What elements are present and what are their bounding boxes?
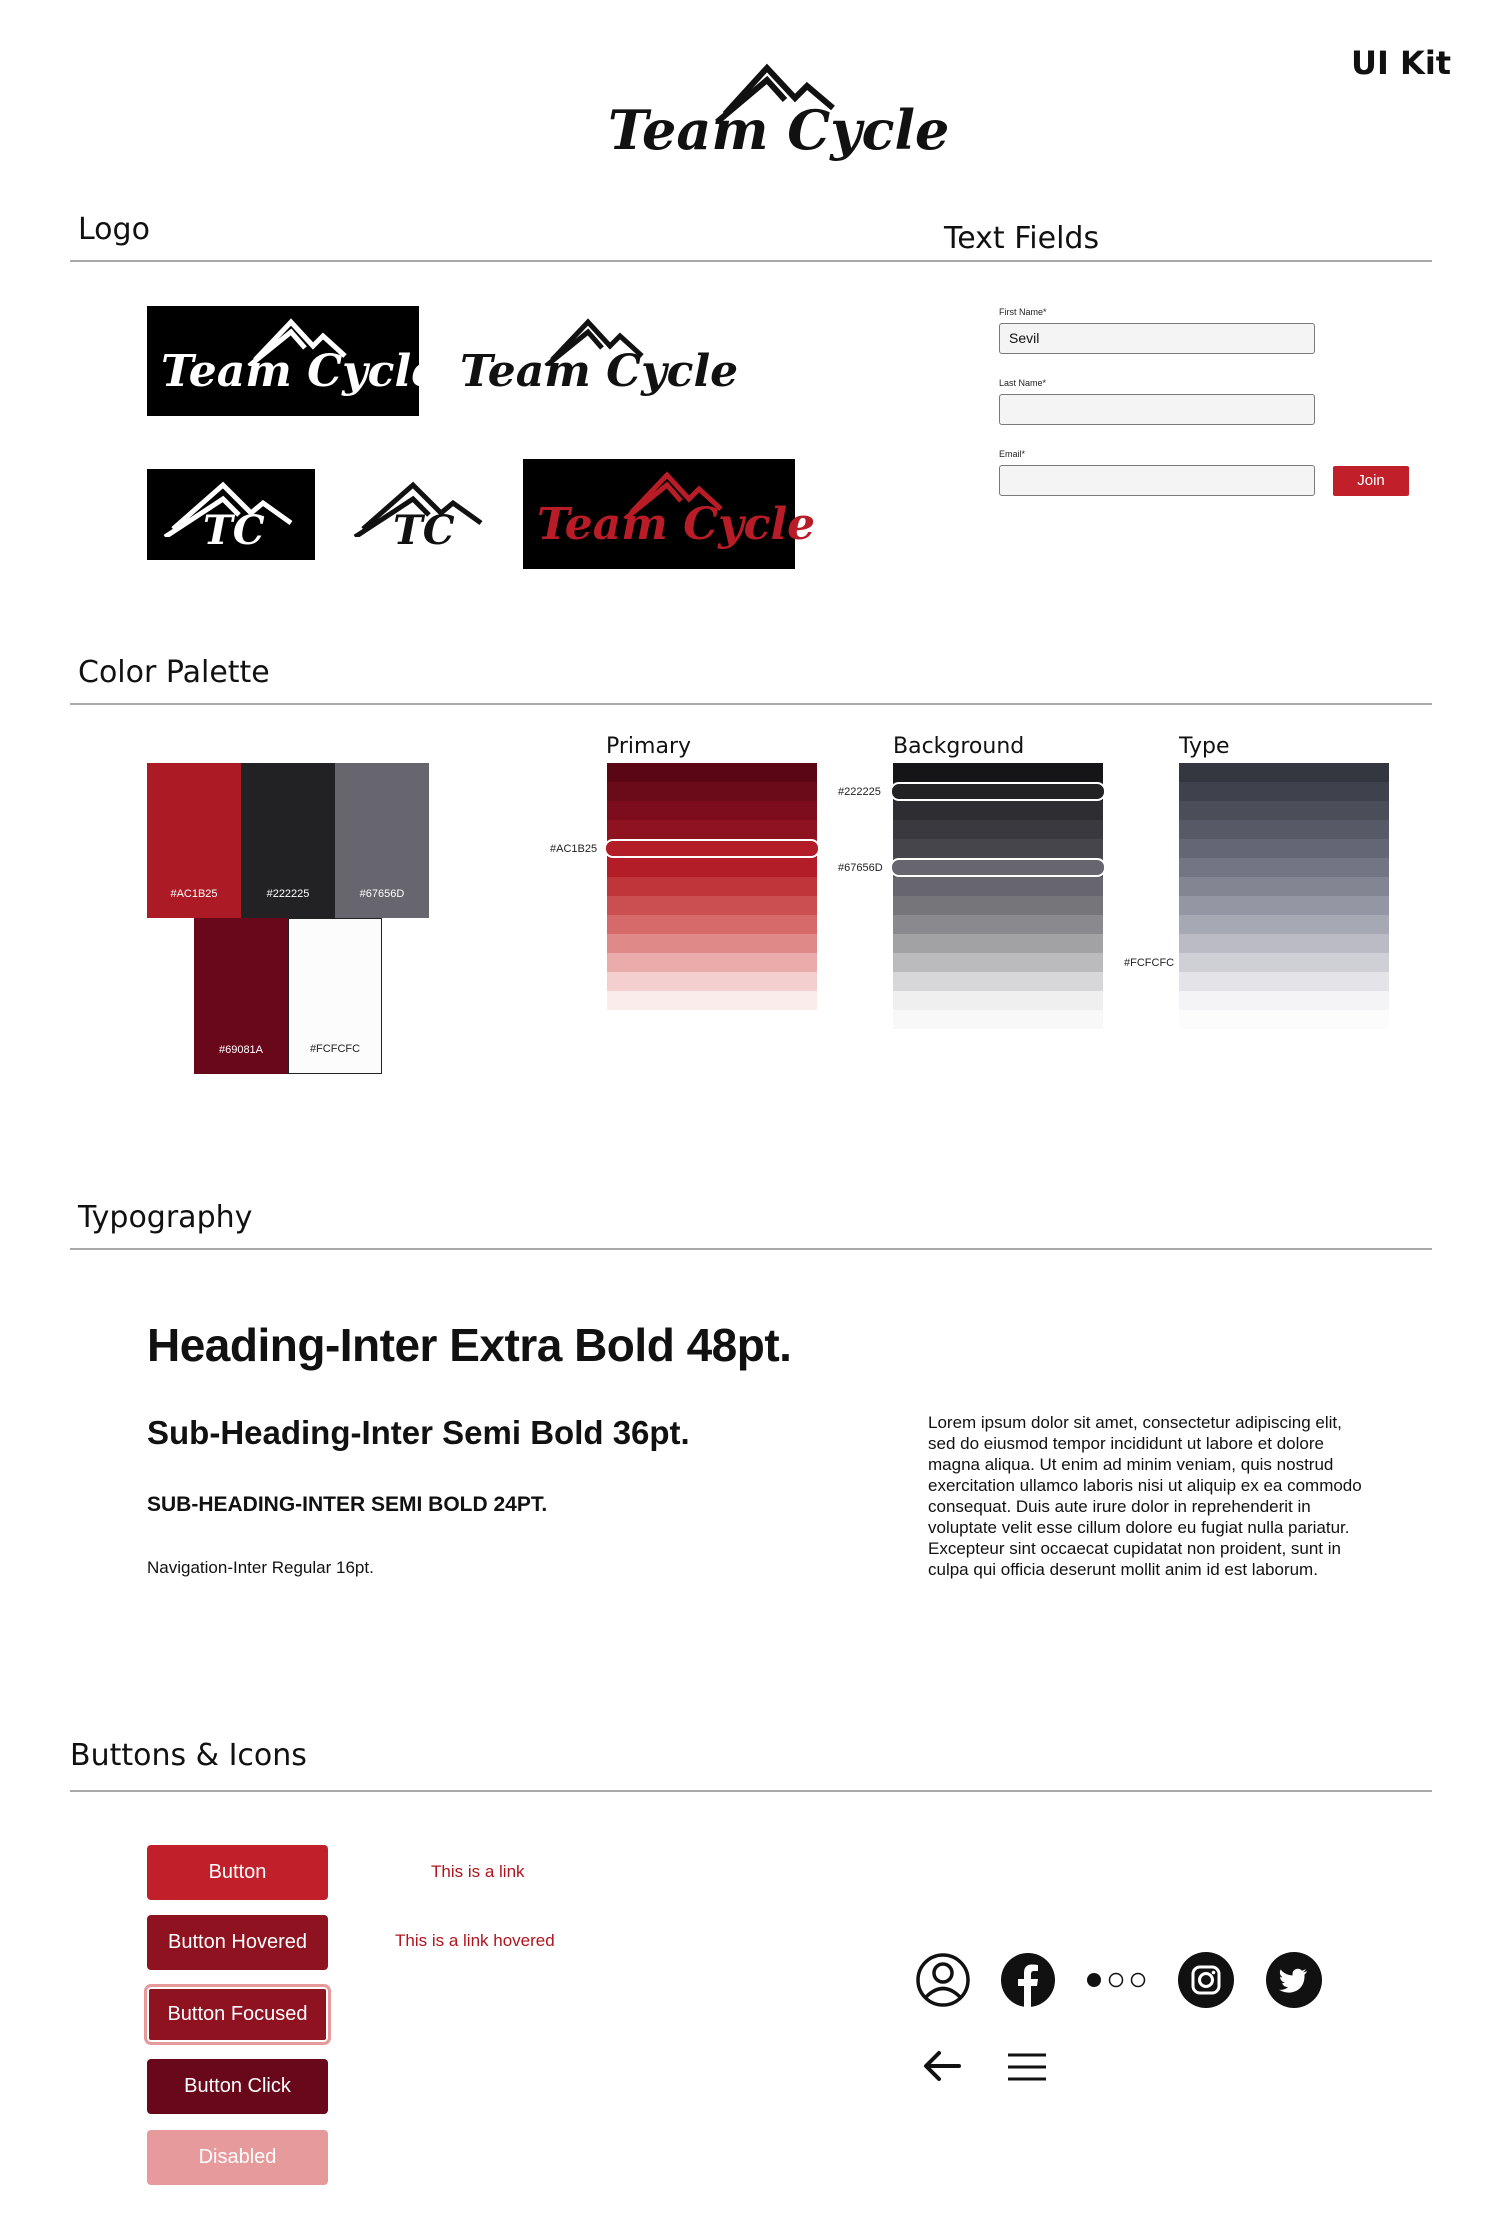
paragraph-line: culpa qui officia deserunt mollit anim id est laborum. bbox=[928, 1560, 1318, 1579]
logo-monogram-light bbox=[349, 469, 489, 560]
button-focused[interactable]: Button Focused bbox=[147, 1987, 328, 2042]
logo-monogram-text: TC bbox=[203, 507, 265, 554]
subheading-24-sample: SUB-HEADING-INTER SEMI BOLD 24PT. bbox=[147, 1493, 548, 1516]
menu-icon[interactable] bbox=[1007, 2052, 1047, 2082]
primary-scale-step bbox=[607, 896, 817, 915]
navigation-sample: Navigation-Inter Regular 16pt. bbox=[147, 1558, 374, 1577]
swatch-primary bbox=[147, 763, 241, 918]
primary-marker-pill bbox=[604, 839, 820, 858]
type-scale-step bbox=[1179, 782, 1389, 801]
type-scale-step bbox=[1179, 915, 1389, 934]
primary-scale-step bbox=[607, 877, 817, 896]
primary-scale-step bbox=[607, 801, 817, 820]
background-scale-step bbox=[893, 934, 1103, 953]
button-default[interactable]: Button bbox=[147, 1845, 328, 1900]
paragraph-line: magna aliqua. Ut enim ad minim veniam, quis nostrud bbox=[928, 1455, 1334, 1474]
divider bbox=[70, 703, 1432, 705]
primary-scale-step bbox=[607, 858, 817, 877]
background-marker-pill bbox=[890, 858, 1106, 877]
color-palette-section-title: Color Palette bbox=[78, 655, 270, 690]
swatch-gray bbox=[335, 763, 429, 918]
primary-marker-label: #AC1B25 bbox=[550, 843, 598, 855]
paragraph-line: voluptate velit esse cillum dolore eu fugiat nulla pariatur. bbox=[928, 1518, 1350, 1537]
type-scale-step bbox=[1179, 991, 1389, 1010]
logo-wordmark-text: Team Cycle bbox=[537, 499, 816, 550]
background-scale-step bbox=[893, 953, 1103, 972]
buttons-icons-section-title: Buttons & Icons bbox=[70, 1738, 307, 1773]
background-scale-step bbox=[893, 896, 1103, 915]
background-marker-pill bbox=[890, 782, 1106, 801]
primary-scale-step bbox=[607, 991, 817, 1010]
instagram-icon[interactable] bbox=[1178, 1952, 1234, 2008]
first-name-label: First Name* bbox=[999, 307, 1047, 317]
carousel-dots-icon[interactable] bbox=[1085, 1970, 1147, 1990]
brand-wordmark: Team Cycle bbox=[608, 98, 950, 162]
logo-monogram-dark bbox=[147, 469, 315, 560]
background-scale-step bbox=[893, 763, 1103, 782]
primary-scale-step bbox=[607, 763, 817, 782]
background-scale-step bbox=[893, 1010, 1103, 1029]
logo-monogram-text: TC bbox=[393, 507, 455, 554]
first-name-field[interactable]: Sevil bbox=[999, 323, 1315, 354]
ui-kit-label: UI Kit bbox=[1351, 44, 1452, 82]
type-scale-step bbox=[1179, 763, 1389, 782]
type-scale-step bbox=[1179, 858, 1389, 877]
link-default[interactable]: This is a link bbox=[431, 1862, 525, 1881]
button-disabled: Disabled bbox=[147, 2130, 328, 2185]
background-marker-label: #222225 bbox=[838, 786, 881, 798]
swatch-hex-label: #67656D bbox=[359, 888, 405, 900]
logo-wordmark-red bbox=[523, 459, 816, 569]
background-scale-step bbox=[893, 839, 1103, 858]
paragraph-line: consequat. Duis aute irure dolor in reprehenderit in bbox=[928, 1497, 1311, 1516]
type-scale-step bbox=[1179, 934, 1389, 953]
back-arrow-icon[interactable] bbox=[921, 2048, 961, 2084]
logo-wordmark-text: Team Cycle bbox=[460, 346, 739, 397]
join-button[interactable]: Join bbox=[1333, 466, 1409, 496]
type-scale-step bbox=[1179, 972, 1389, 991]
paragraph-line: Lorem ipsum dolor sit amet, consectetur adipiscing elit, bbox=[928, 1413, 1342, 1432]
button-click[interactable]: Button Click bbox=[147, 2059, 328, 2114]
divider bbox=[70, 1790, 1432, 1792]
background-scale-step bbox=[893, 820, 1103, 839]
logo-wordmark-text: Team Cycle bbox=[161, 346, 440, 397]
paragraph-line: Excepteur sint occaecat cupidatat non proident, sunt in bbox=[928, 1539, 1341, 1558]
divider bbox=[70, 260, 1432, 262]
swatch-hex-label: #FCFCFC bbox=[309, 1043, 361, 1055]
type-scale-step bbox=[1179, 877, 1389, 896]
swatch-hex-label: #222225 bbox=[266, 888, 310, 900]
facebook-icon[interactable] bbox=[1001, 1953, 1055, 2007]
background-scale-step bbox=[893, 877, 1103, 896]
type-marker-label: #FCFCFC bbox=[1124, 957, 1175, 969]
swatch-hex-label: #AC1B25 bbox=[170, 888, 218, 900]
type-scale-step bbox=[1179, 1010, 1389, 1029]
background-scale-step bbox=[893, 801, 1103, 820]
primary-scale-title: Primary bbox=[606, 734, 692, 759]
background-marker-label: #67656D bbox=[838, 862, 883, 874]
primary-scale-step bbox=[607, 782, 817, 801]
text-fields-section-title: Text Fields bbox=[944, 221, 1100, 256]
background-scale-step bbox=[893, 991, 1103, 1010]
paragraph-line: sed do eiusmod tempor incididunt ut labore et dolore bbox=[928, 1434, 1324, 1453]
swatch-dark bbox=[241, 763, 335, 918]
type-color-scale bbox=[1179, 763, 1389, 1029]
primary-scale-step bbox=[607, 915, 817, 934]
primary-color-scale bbox=[607, 763, 817, 1010]
swatch-hex-label: #69081A bbox=[218, 1044, 264, 1056]
background-scale-title: Background bbox=[893, 734, 1025, 759]
typography-section-title: Typography bbox=[78, 1200, 253, 1235]
button-hovered[interactable]: Button Hovered bbox=[147, 1915, 328, 1970]
background-scale-step bbox=[893, 915, 1103, 934]
paragraph-line: exercitation ullamco laboris nisi ut aliquip ex ea commodo bbox=[928, 1476, 1362, 1495]
lorem-paragraph bbox=[928, 1412, 1362, 1580]
type-scale-title: Type bbox=[1179, 734, 1230, 759]
type-scale-step bbox=[1179, 953, 1389, 972]
type-scale-step bbox=[1179, 839, 1389, 858]
divider bbox=[70, 1248, 1432, 1250]
primary-scale-step bbox=[607, 820, 817, 839]
logo-section-title: Logo bbox=[78, 212, 150, 247]
primary-scale-step bbox=[607, 953, 817, 972]
type-scale-step bbox=[1179, 896, 1389, 915]
type-scale-step bbox=[1179, 801, 1389, 820]
primary-scale-step bbox=[607, 934, 817, 953]
user-icon[interactable] bbox=[915, 1952, 971, 2008]
type-scale-step bbox=[1179, 820, 1389, 839]
twitter-icon[interactable] bbox=[1266, 1952, 1322, 2008]
primary-scale-step bbox=[607, 972, 817, 991]
subheading-36-sample: Sub-Heading-Inter Semi Bold 36pt. bbox=[147, 1414, 690, 1451]
swatch-maroon bbox=[194, 918, 288, 1074]
last-name-label: Last Name* bbox=[999, 378, 1047, 388]
email-label: Email* bbox=[999, 449, 1026, 459]
logo-wordmark-dark bbox=[147, 306, 440, 416]
heading-sample: Heading-Inter Extra Bold 48pt. bbox=[147, 1319, 792, 1371]
background-scale-step bbox=[893, 972, 1103, 991]
link-hovered[interactable]: This is a link hovered bbox=[395, 1931, 555, 1950]
logo-wordmark-light bbox=[456, 306, 739, 416]
brand-logo bbox=[600, 58, 950, 168]
swatch-white bbox=[288, 918, 382, 1074]
email-field[interactable] bbox=[999, 465, 1315, 496]
last-name-field[interactable] bbox=[999, 394, 1315, 425]
background-color-scale bbox=[893, 763, 1103, 1029]
